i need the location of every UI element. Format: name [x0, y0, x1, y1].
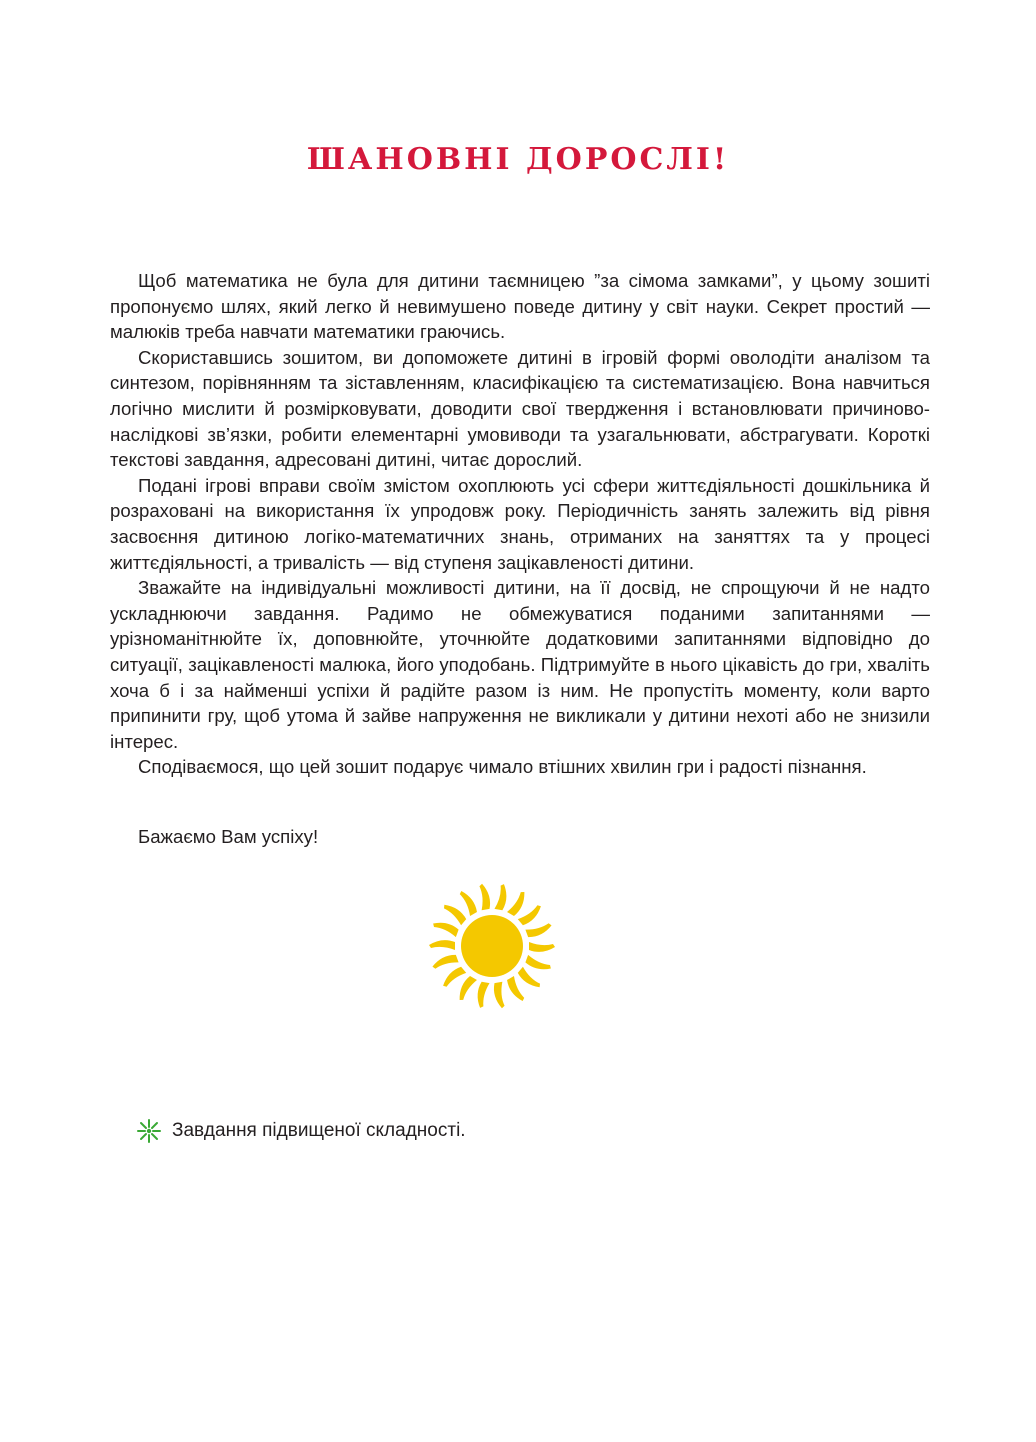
sun-ray [460, 976, 477, 1000]
intro-text [110, 268, 930, 780]
sun-icon [426, 880, 558, 1012]
closing-wish: Бажаємо Вам успіху! [138, 826, 319, 847]
paragraph: Подані ігрові вправи своїм змістом охоплюють усі сфери життєдіяльності дошкільника й розраховані на використання їх упродовж року. Періодичність занять залежить від рівня засвоєння дитиною логіко-математичних знань, отриманих на заняттях та у процесі життєдіяльності, а тривалість — від ступеня зацікавленості дитини. [110, 474, 930, 573]
sun-ray [444, 905, 466, 926]
sun-ray [507, 892, 524, 916]
paragraph: Зважайте на індивідуальні можливості дитини, на її досвід, не спрощуючи й не надто ускладнюючи завдання. Радимо не обмежуватися поданими запитаннями — урізноманітнюйте їх, доповнюйте, уточнюйте додатковими запитаннями відповідно до ситуації, зацікавленості малюка, його уподобань. Підтримуйте в нього цікавість до гри, хваліть хоча б і за найменші успіхи й радійте разом із ним. Не пропустіть моменту, коли варто припинити гру, щоб утома й зайве напруження не викликали у дитини нехоті або не знизили інтерес. [110, 577, 930, 752]
paragraph: Щоб математика не була для дитини таємницею ”за сімома замками”, у цьому зошиті пропонуємо шлях, який легко й невимушено поведе дитину у світ науки. Секрет простий — малюків треба навчати математики граючись. [110, 270, 930, 343]
star-burst-icon [136, 1118, 162, 1144]
paragraph: Скориставшись зошитом, ви допоможете дитині в ігровій формі оволодіти аналізом та синтезом, порівнянням та зіставленням, класифікацією та систематизацією. Вона навчиться логічно мислити й розмірковувати, доводити свої твердження і встановлювати причиново-наслідкові зв’язки, робити елементарні умовиводи та узагальнювати, абстрагувати. Короткі текстові завдання, адресовані дитині, читає дорослий. [110, 346, 930, 471]
sun-ray [460, 891, 477, 916]
sun-ray [494, 884, 506, 910]
sun-ray [494, 982, 505, 1008]
sun-ray [443, 967, 466, 987]
sun-ray [429, 940, 455, 950]
page-title: ШАНОВНІ ДОРОСЛІ! [306, 142, 730, 177]
sun-ray [525, 923, 551, 937]
sun-ray [518, 967, 540, 988]
sun-ray [507, 976, 524, 1001]
paragraph: Сподіваємося, що цей зошит подарує чимало втішних хвилин гри і радості пізнання. [138, 756, 867, 778]
legend-text: Завдання підвищеної складності. [172, 1120, 466, 1141]
sun-ray [529, 942, 555, 952]
legend [136, 1118, 466, 1144]
sun-ray [432, 955, 458, 969]
sun-disc [461, 915, 523, 977]
sun-ray [479, 884, 490, 910]
sun-ray [478, 982, 490, 1008]
sun-ray [433, 923, 458, 937]
sun-ray [518, 905, 541, 925]
sun-ray [525, 955, 550, 969]
